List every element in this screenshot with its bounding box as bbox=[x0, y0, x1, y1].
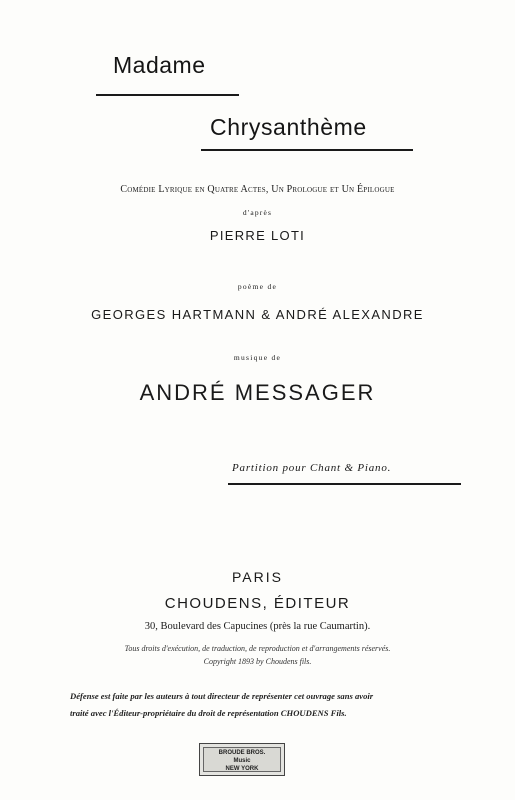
composer-name: ANDRÉ MESSAGER bbox=[139, 380, 376, 405]
edition-label: Partition pour Chant & Piano. bbox=[232, 462, 392, 474]
rights-notice: Tous droits d'exécution, de traduction, de reproduction et d'arrangements réservés. bbox=[124, 644, 391, 653]
after-label: d'après bbox=[242, 208, 273, 217]
genre-line: Comédie Lyrique en Quatre Actes, Un Prologue et Un Épilogue bbox=[120, 184, 395, 195]
performance-notice-line-2: traité avec l'Éditeur-propriétaire du droit de représentation CHOUDENS Fils. bbox=[70, 708, 347, 718]
dealer-stamp bbox=[199, 743, 285, 776]
copyright-notice: Copyright 1893 by Choudens fils. bbox=[203, 657, 312, 666]
title-underline-2 bbox=[201, 149, 413, 151]
librettists: GEORGES HARTMANN & ANDRÉ ALEXANDRE bbox=[91, 307, 424, 322]
stamp-line-1: BROUDE BROS. bbox=[218, 750, 266, 756]
poem-label: poème de bbox=[237, 282, 278, 291]
performance-notice-line-1: Défense est faite par les auteurs à tout directeur de représenter cet ouvrage sans avoir bbox=[70, 691, 374, 701]
publisher-name: CHOUDENS, ÉDITEUR bbox=[164, 595, 351, 612]
stamp-line-2: Music bbox=[233, 758, 251, 764]
performance-notice bbox=[70, 688, 470, 722]
dealer-stamp-label bbox=[203, 747, 281, 772]
stamp-line-3: NEW YORK bbox=[225, 766, 259, 772]
publisher-address: 30, Boulevard des Capucines (près la rue Caumartin). bbox=[144, 621, 371, 632]
title-madame: Madame bbox=[113, 52, 206, 78]
title-underline-1 bbox=[96, 94, 239, 96]
edition-underline bbox=[228, 483, 461, 485]
music-label: musique de bbox=[233, 353, 282, 362]
source-author: PIERRE LOTI bbox=[209, 228, 306, 243]
title-chrysantheme: Chrysanthème bbox=[210, 114, 367, 140]
city: PARIS bbox=[232, 569, 283, 585]
